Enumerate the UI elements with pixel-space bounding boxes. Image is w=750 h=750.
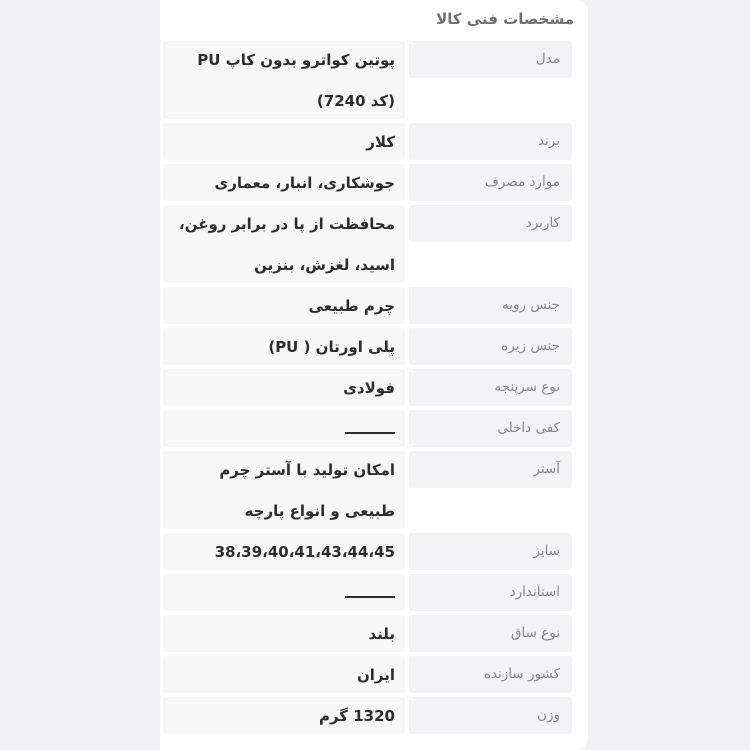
spec-value-line: (کد 7240) — [316, 92, 395, 110]
spec-row-insole — [160, 410, 588, 447]
spec-row-sole-material — [160, 328, 588, 365]
spec-value-line: کلار — [366, 133, 395, 151]
spec-row-brand — [160, 123, 588, 160]
spec-value-line — [171, 410, 395, 451]
spec-row-upper-material — [160, 287, 588, 324]
spec-row-model — [160, 41, 588, 119]
spec-value-line: محافظت از پا در برابر روغن، — [179, 215, 395, 233]
spec-value-line: جوشکاری، انبار، معماری — [214, 174, 395, 192]
spec-value-line: اسید، لغزش، بنزین — [254, 256, 395, 274]
spec-value-line: پلی اورتان ( PU) — [268, 338, 395, 356]
spec-value-line: امکان تولید با آستر چرم — [219, 461, 395, 479]
spec-value-line: چرم طبیعی — [308, 297, 395, 315]
spec-value — [163, 287, 405, 324]
spec-label: آستر — [409, 451, 572, 488]
spec-value — [163, 328, 405, 365]
spec-value — [163, 410, 405, 447]
spec-label: جنس زیره — [409, 328, 572, 365]
spec-label: نوع ساق — [409, 615, 572, 652]
spec-value — [163, 41, 405, 119]
spec-value — [163, 615, 405, 652]
spec-value — [163, 205, 405, 283]
spec-label: کاربرد — [409, 205, 572, 242]
spec-value — [163, 656, 405, 693]
spec-label: وزن — [409, 697, 572, 734]
empty-dash — [345, 596, 395, 598]
spec-value — [163, 697, 405, 734]
spec-value-line — [171, 574, 395, 615]
spec-value-line: پوتین کواترو بدون کاپ PU — [197, 51, 395, 69]
spec-label: کشور سازنده — [409, 656, 572, 693]
spec-value-line: 38،39،40،41،43،44،45 — [214, 543, 395, 561]
spec-value-line: بلند — [368, 625, 395, 643]
spec-label: استاندارد — [409, 574, 572, 611]
spec-value-line: طبیعی و انواع پارچه — [244, 502, 395, 520]
specs-card — [160, 0, 588, 750]
spec-row-standard — [160, 574, 588, 611]
spec-label: برند — [409, 123, 572, 160]
spec-value — [163, 369, 405, 406]
empty-dash — [345, 432, 395, 434]
spec-row-application — [160, 205, 588, 283]
specs-title: مشخصات فنی کالا — [436, 10, 574, 28]
spec-row-toe-cap — [160, 369, 588, 406]
specs-table — [160, 41, 588, 738]
spec-value-line: 1320 گرم — [318, 707, 395, 725]
spec-value — [163, 451, 405, 529]
spec-row-country — [160, 656, 588, 693]
spec-label: سایز — [409, 533, 572, 570]
spec-value — [163, 533, 405, 570]
spec-value — [163, 123, 405, 160]
spec-row-usage — [160, 164, 588, 201]
spec-label: جنس رویه — [409, 287, 572, 324]
spec-label: نوع سرپنجه — [409, 369, 572, 406]
spec-value-line: فولادی — [343, 379, 395, 397]
spec-row-size — [160, 533, 588, 570]
spec-label: کفی داخلی — [409, 410, 572, 447]
spec-value — [163, 164, 405, 201]
spec-row-weight — [160, 697, 588, 734]
spec-label: مدل — [409, 41, 572, 78]
spec-label: موارد مصرف — [409, 164, 572, 201]
spec-row-lining — [160, 451, 588, 529]
spec-row-shaft-type — [160, 615, 588, 652]
spec-value-line: ایران — [356, 666, 395, 684]
spec-value — [163, 574, 405, 611]
